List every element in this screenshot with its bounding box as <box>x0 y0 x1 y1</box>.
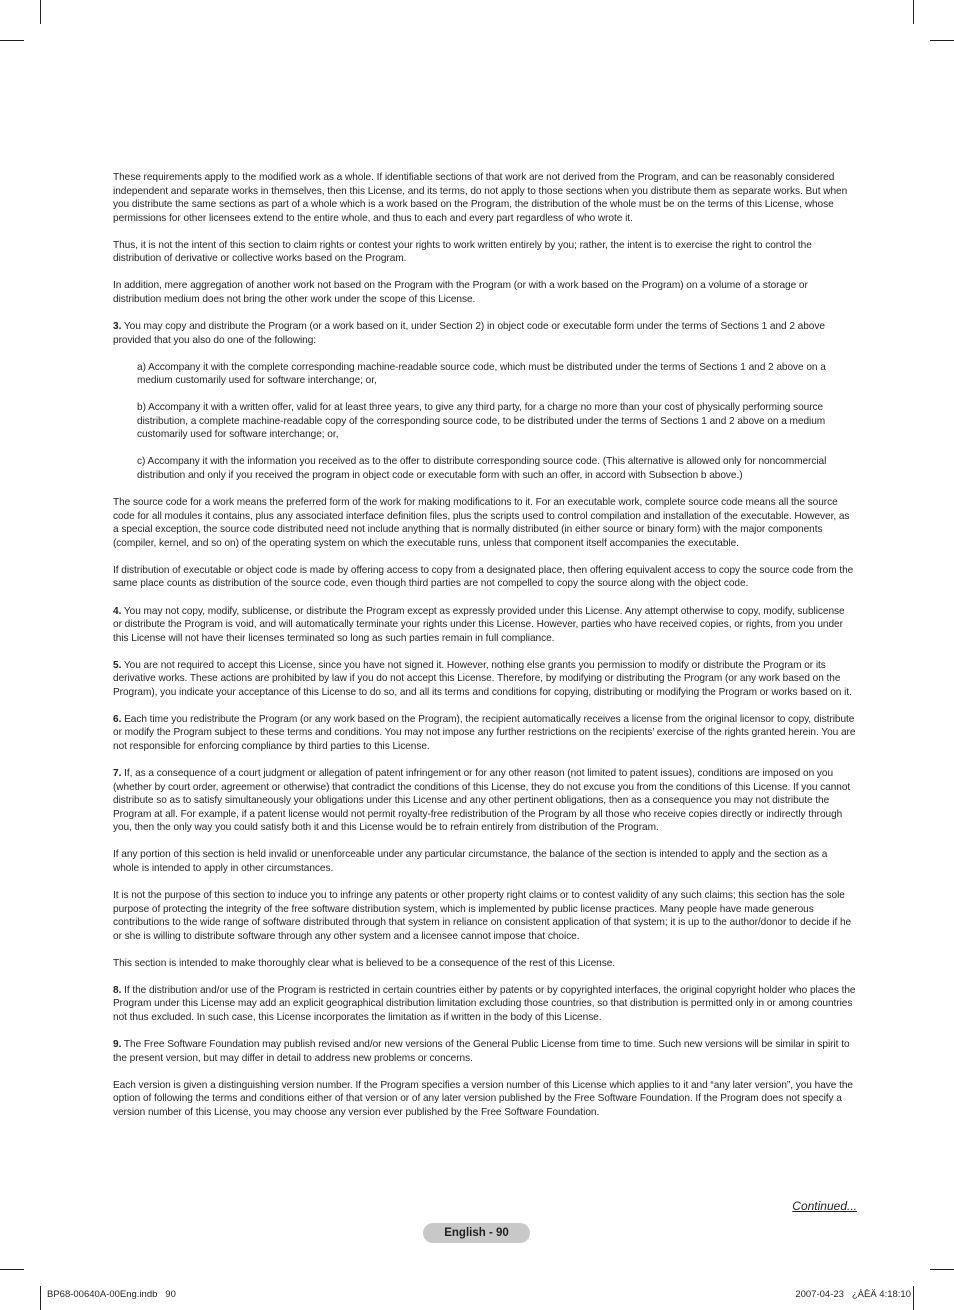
section-number: 3. <box>113 321 122 333</box>
crop-mark-bottom-right-v <box>913 1286 914 1310</box>
license-paragraph <box>113 889 856 943</box>
license-paragraph <box>113 496 856 550</box>
crop-mark-bottom-left-h <box>0 1269 24 1270</box>
section-number: 8. <box>113 984 122 996</box>
crop-mark-bottom-right-h <box>930 1269 954 1270</box>
license-paragraph <box>137 401 856 442</box>
license-paragraph <box>113 848 856 875</box>
footer-timestamp: 2007-04-23 ¿ÀÈÄ 4:18:10 <box>795 1289 911 1300</box>
crop-mark-top-left-h <box>0 40 24 41</box>
section-number: 7. <box>113 768 122 780</box>
page-number-badge: English - 90 <box>423 1223 530 1243</box>
crop-mark-top-right-h <box>930 40 954 41</box>
crop-mark-top-right-v <box>913 0 914 24</box>
license-paragraph <box>113 1038 856 1065</box>
paragraph-text: You may copy and distribute the Program (or a work based on it, under Section 2) in object code or executable form under the terms of Sections 1 and 2 above provided that you also do one of the following: <box>113 321 825 346</box>
section-number: 4. <box>113 605 122 617</box>
paragraph-text: b) Accompany it with a written offer, valid for at least three years, to give any third party, for a charge no more than your cost of physically performing source distribution, a complete machine-readable copy of the corresponding source code, to be distributed under the terms of Sections 1 and 2 above on a medium customarily used for software interchange; or, <box>137 402 826 441</box>
paragraph-text: a) Accompany it with the complete corresponding machine-readable source code, which must be distributed under the terms of Sections 1 and 2 above on a medium customarily used for software interchange; or, <box>137 361 826 387</box>
license-paragraph <box>113 605 856 646</box>
paragraph-text: The source code for a work means the preferred form of the work for making modifications to it. For an executable work, complete source code means all the source code for all modules it contains, plus any associated interface definition files, plus the scripts used to control compilation and installation of the executable. However, as a special exception, the source code distributed need not include anything that is normally distributed (in either source or binary form) with the major components (compiler, kernel, and so on) of the operating system on which the executable runs, unless that component itself accompanies the executable. <box>113 497 850 549</box>
license-body <box>113 171 856 1133</box>
continued-link: Continued... <box>792 1199 857 1213</box>
license-paragraph <box>113 320 856 347</box>
license-paragraph <box>113 713 856 754</box>
crop-mark-bottom-left-v <box>40 1286 41 1310</box>
paragraph-text: These requirements apply to the modified work as a whole. If identifiable sections of that work are not derived from the Program, and can be reasonably considered independent and separate works in themselves, then this License, and its terms, do not apply to those sections when you distribute them as separate works. But when you distribute the same sections as part of a whole which is a work based on the Program, the distribution of the whole must be on the terms of this License, whose permissions for other licensees extend to the entire whole, and thus to each and every part regardless of who wrote it. <box>113 172 848 224</box>
crop-mark-top-left-v <box>40 0 41 24</box>
paragraph-text: This section is intended to make thoroughly clear what is believed to be a consequence of the rest of this License. <box>113 957 616 969</box>
section-number: 5. <box>113 659 122 671</box>
license-paragraph <box>113 239 856 266</box>
license-paragraph <box>113 1079 856 1120</box>
license-paragraph <box>113 957 856 971</box>
license-paragraph <box>113 279 856 306</box>
paragraph-text: In addition, mere aggregation of another work not based on the Program with the Program (or with a work based on the Program) on a volume of a storage or distribution medium does not bring the other work under the scope of this License. <box>113 280 808 305</box>
paragraph-text: Each version is given a distinguishing version number. If the Program specifies a version number of this License which applies to it and “any later version”, you have the option of following the terms and conditions either of that version or of any later version published by the Free Software Foundation. If the Program does not specify a version number of this License, you may choose any version ever published by the Free Software Foundation. <box>113 1079 853 1118</box>
footer-file-name: BP68-00640A-00Eng.indb 90 <box>47 1289 176 1300</box>
section-number: 6. <box>113 713 122 725</box>
paragraph-text: You may not copy, modify, sublicense, or distribute the Program except as expressly provided under this License. Any attempt otherwise to copy, modify, sublicense or distribute the Program is void, and will automatically terminate your rights under this License. However, parties who have received copies, or rights, from you under this License will not have their licenses terminated so long as such parties remain in full compliance. <box>113 605 845 644</box>
license-paragraph <box>113 564 856 591</box>
paragraph-text: If distribution of executable or object code is made by offering access to copy from a designated place, then offering equivalent access to copy the source code from the same place counts as distribution of the source code, even though third parties are not compelled to copy the source along with the object code. <box>113 564 854 590</box>
license-paragraph <box>113 659 856 700</box>
section-number: 9. <box>113 1039 122 1050</box>
paragraph-text: Each time you redistribute the Program (or any work based on the Program), the recipient automatically receives a license from the original licensor to copy, distribute or modify the Program subject to these terms and conditions. You may not impose any further restrictions on the recipients’ exercise of the rights granted herein. You are not responsible for enforcing compliance by third parties to this License. <box>113 713 856 752</box>
paragraph-text: It is not the purpose of this section to induce you to infringe any patents or other property right claims or to contest validity of any such claims; this section has the sole purpose of protecting the integrity of the free software distribution system, which is implemented by public license practices. Many people have made generous contributions to the wide range of software distributed through that system in reliance on consistent application of that system; it is up to the author/donor to decide if he or she is willing to distribute software through any other system and a licensee cannot impose that choice. <box>113 889 852 942</box>
license-paragraph <box>113 984 856 1025</box>
license-paragraph <box>137 455 856 482</box>
paragraph-text: You are not required to accept this License, since you have not signed it. However, nothing else grants you permission to modify or distribute the Program or its derivative works. These actions are prohibited by law if you do not accept this License. Therefore, by modifying or distributing the Program (or any work based on the Program), you indicate your acceptance of this License to do so, and all its terms and conditions for copying, distributing or modifying the Program or works based on it. <box>113 659 852 698</box>
paragraph-text: The Free Software Foundation may publish revised and/or new versions of the General Public License from time to time. Such new versions will be similar in spirit to the present version, but may differ in detail to address new problems or concerns. <box>113 1039 850 1064</box>
license-paragraph <box>113 767 856 835</box>
paragraph-text: If any portion of this section is held invalid or unenforceable under any particular circumstance, the balance of the section is intended to apply and the section as a whole is intended to apply in other circumstances. <box>113 849 828 874</box>
paragraph-text: c) Accompany it with the information you received as to the offer to distribute corresponding source code. (This alternative is allowed only for noncommercial distribution and only if you received the program in object code or executable form with such an offer, in accord with Subsection b above.) <box>137 456 827 482</box>
license-paragraph <box>137 361 856 388</box>
license-paragraph <box>113 171 856 225</box>
paragraph-text: If, as a consequence of a court judgment or allegation of patent infringement or for any other reason (not limited to patent issues), conditions are imposed on you (whether by court order, agreement or otherwise) that contradict the conditions of this License, they do not excuse you from the conditions of this License. If you cannot distribute so as to satisfy simultaneously your obligations under this License and any other pertinent obligations, then as a consequence you may not distribute the Program at all. For example, if a patent license would not permit royalty-free redistribution of the Program by all those who receive copies directly or indirectly through you, then the only way you could satisfy both it and this License would be to refrain entirely from distribution of the Program. <box>113 768 851 834</box>
paragraph-text: Thus, it is not the intent of this section to claim rights or contest your rights to work written entirely by you; rather, the intent is to exercise the right to control the distribution of derivative or collective works based on the Program. <box>113 239 812 265</box>
paragraph-text: If the distribution and/or use of the Program is restricted in certain countries either by patents or by copyrighted interfaces, the original copyright holder who places the Program under this License may add an explicit geographical distribution limitation excluding those countries, so that distribution is permitted only in or among countries not thus excluded. In such case, this License incorporates the limitation as if written in the body of this License. <box>113 984 856 1023</box>
